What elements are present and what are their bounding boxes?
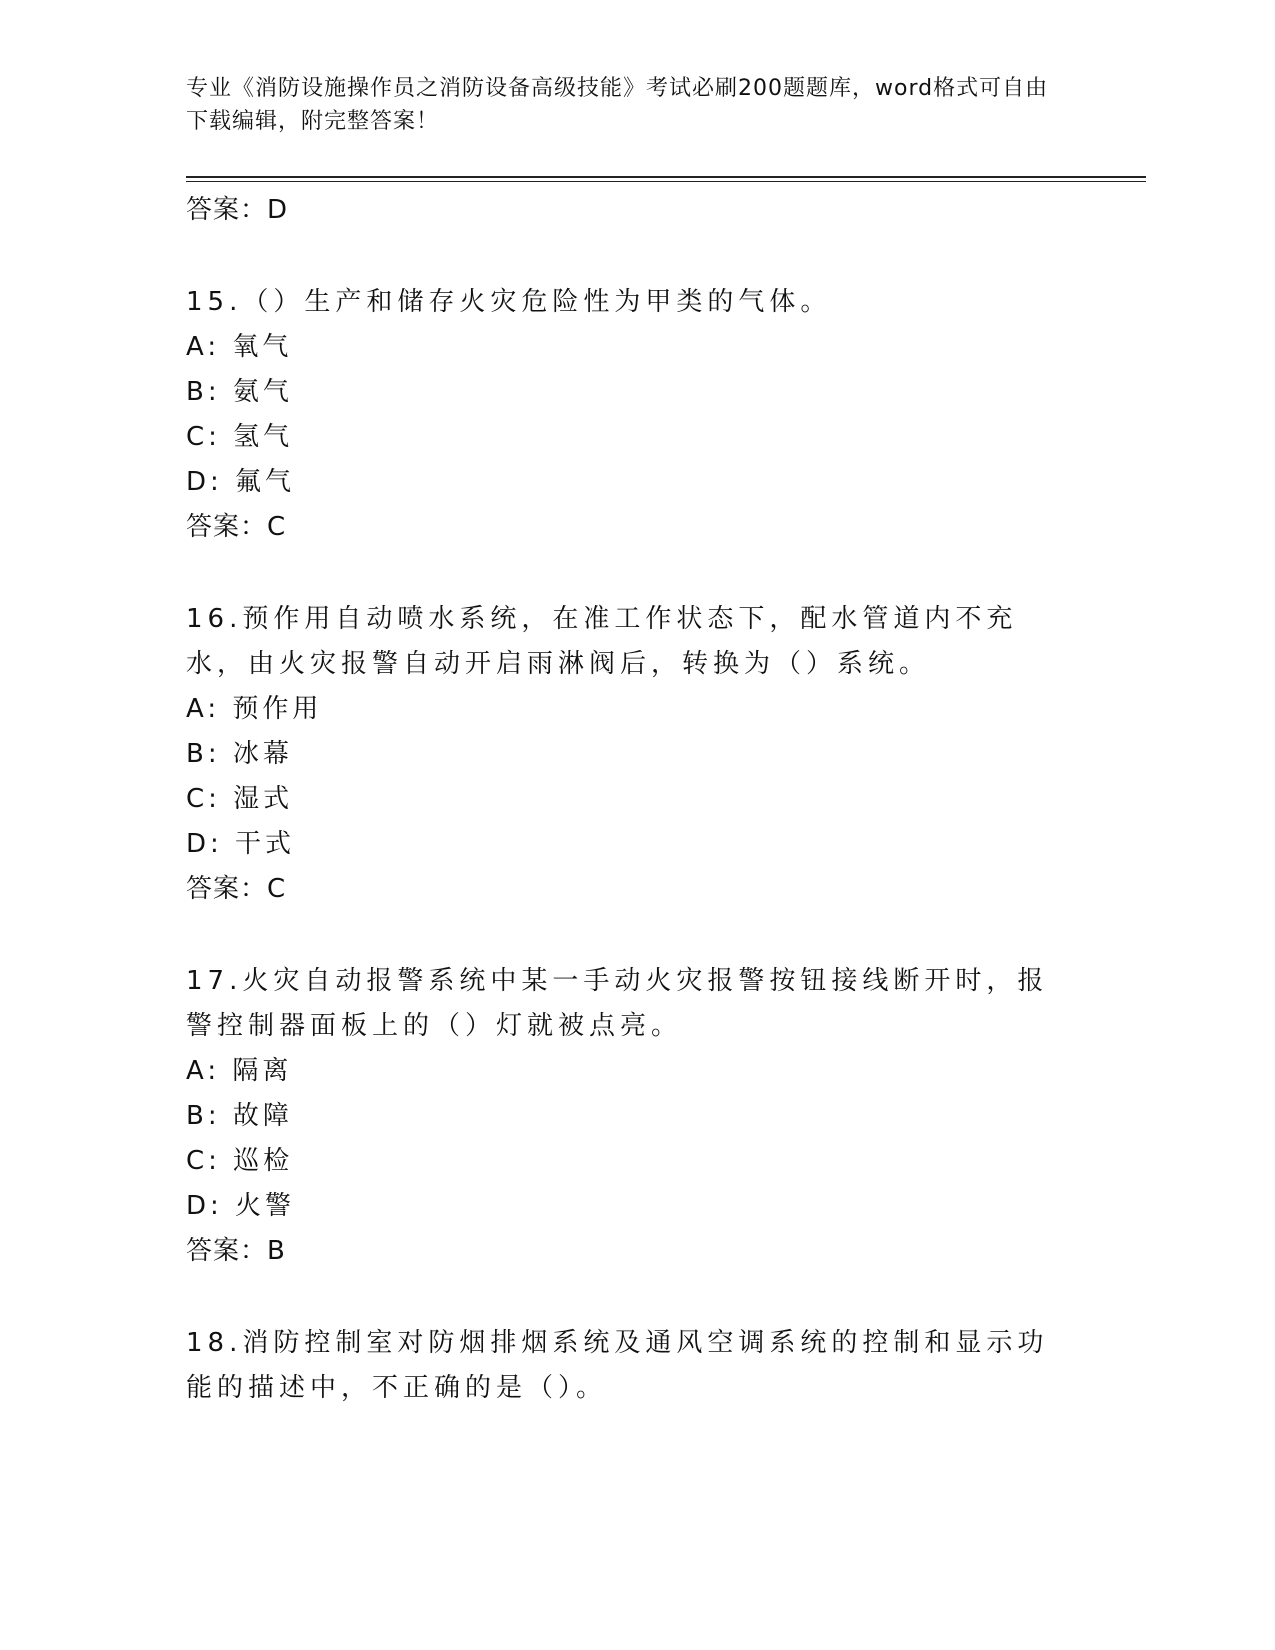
option-a: A: 隔离 (186, 1056, 293, 1086)
question-18 (186, 1321, 1066, 1411)
spacer (186, 232, 1066, 280)
question-text: 16.预作用自动喷水系统，在准工作状态下，配水管道内不充水，由火灾报警自动开启雨淋阀后，转换为（）系统。 (186, 604, 1018, 679)
option-c: C: 湿式 (186, 784, 294, 814)
option-c: C: 氢气 (186, 422, 294, 452)
page-header: 专业《消防设施操作员之消防设备高级技能》考试必刷200题题库，word格式可自由下载编辑，附完整答案！ (186, 76, 1049, 134)
question-16 (186, 597, 1066, 911)
option-d: D: 火警 (186, 1191, 296, 1221)
question-text: 18.消防控制室对防烟排烟系统及通风空调系统的控制和显示功能的描述中，不正确的是（）。 (186, 1328, 1049, 1403)
question-text: 17.火灾自动报警系统中某一手动火灾报警按钮接线断开时，报警控制器面板上的（）灯就被点亮。 (186, 966, 1049, 1041)
option-a: A: 氧气 (186, 332, 293, 362)
question-15 (186, 280, 1066, 549)
question-list (186, 188, 1066, 1411)
option-b: B: 冰幕 (186, 739, 293, 769)
option-a: A: 预作用 (186, 694, 323, 724)
option-b: B: 氨气 (186, 377, 293, 407)
question-text: 15.（）生产和储存火灾危险性为甲类的气体。 (186, 287, 832, 317)
answer-line: 答案：D (186, 195, 289, 225)
option-b: B: 故障 (186, 1101, 293, 1131)
header-divider-thick (186, 176, 1146, 178)
answer-line: 答案：C (186, 512, 287, 542)
option-d: D: 干式 (186, 829, 296, 859)
answer-line: 答案：C (186, 874, 287, 904)
option-c: C: 巡检 (186, 1146, 294, 1176)
spacer (186, 911, 1066, 959)
header-divider-thin (186, 181, 1146, 182)
question-17 (186, 959, 1066, 1273)
option-d: D: 氟气 (186, 467, 296, 497)
answer-line: 答案：B (186, 1236, 286, 1266)
spacer (186, 549, 1066, 597)
spacer (186, 1273, 1066, 1321)
